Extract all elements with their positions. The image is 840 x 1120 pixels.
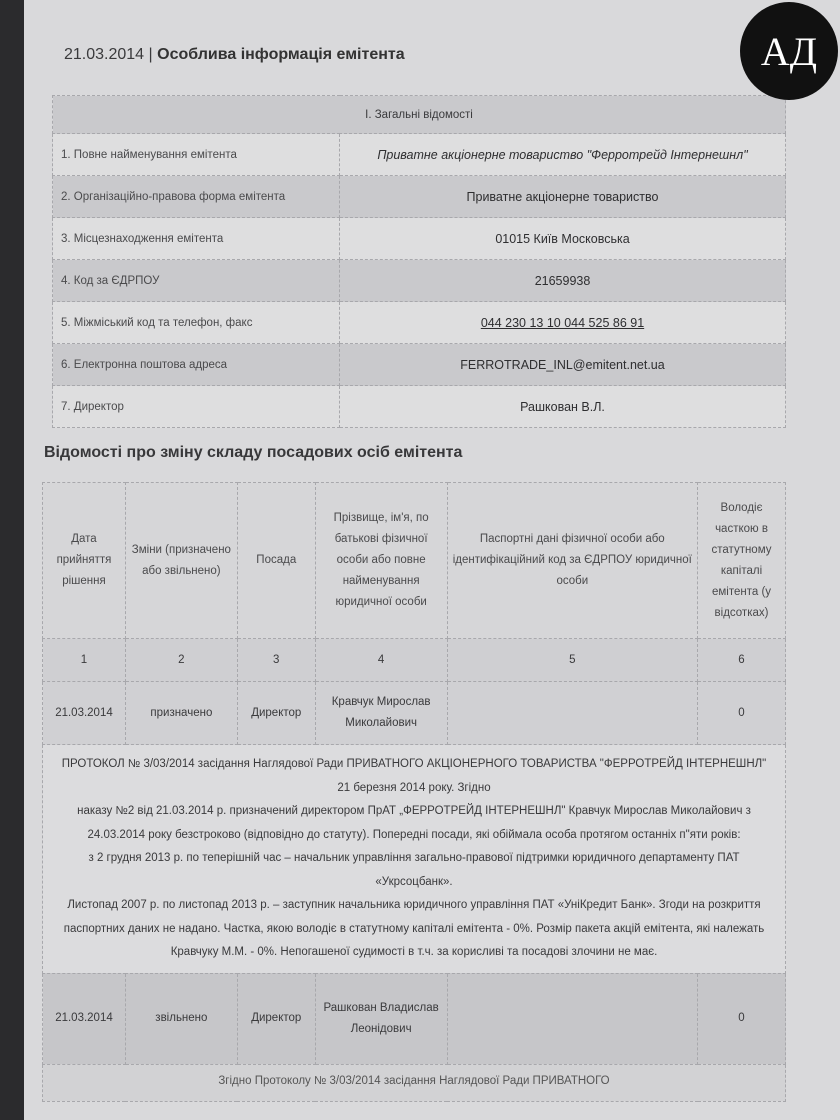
officer-note <box>43 1064 786 1101</box>
officer-name: Рашкован Владислав Леонідович <box>315 973 447 1064</box>
officer-change: звільнено <box>125 973 237 1064</box>
column-number: 5 <box>447 639 697 682</box>
column-number: 3 <box>237 639 315 682</box>
column-header: Паспортні дані фізичної особи або ідентифікаційний код за ЄДРПОУ юридичної особи <box>447 483 697 639</box>
officer-change: призначено <box>125 682 237 745</box>
officer-note <box>43 745 786 974</box>
officer-passport <box>447 682 697 745</box>
general-info-heading: I. Загальні відомості <box>53 96 786 134</box>
info-label: 6. Електронна поштова адреса <box>53 344 340 386</box>
info-row <box>53 302 786 344</box>
info-label: 2. Організаційно-правова форма емітента <box>53 176 340 218</box>
officer-note-row <box>43 745 786 974</box>
title-text: Особлива інформація емітента <box>157 46 405 63</box>
officer-date: 21.03.2014 <box>43 973 126 1064</box>
info-row <box>53 344 786 386</box>
info-value: 044 230 13 10 044 525 86 91 <box>340 302 786 344</box>
note-paragraph: наказу №2 від 21.03.2014 р. призначений директором ПрАТ „ФЕРРОТРЕЙД ІНТЕРНЕШНЛ" Кравчук Мирослав Миколайович з 24.03.2014 року безстроково (відповідно до статуту). Попередні посади, які обіймала особа протягом останніх п"яти років: <box>77 805 751 841</box>
officer-changes-table <box>42 482 786 1102</box>
column-number: 4 <box>315 639 447 682</box>
note-paragraph: Листопад 2007 р. по листопад 2013 р. – заступник начальника юридичного управління ПАТ «УніКредит Банк». Згоди на розкриття паспортних даних не надано. Частка, якою володіє в статутному капіталі емітента - 0%. Розмір пакета акцій емітента, які належать Кравчуку М.М. - 0%. Непогашеної судимості в т.ч. за корисливі та посадові злочини не має. <box>63 899 765 958</box>
column-number: 1 <box>43 639 126 682</box>
info-row <box>53 134 786 176</box>
column-header: Володіє часткою в статутному капіталі емітента (у відсотках) <box>698 483 786 639</box>
channel-logo: АД <box>740 2 838 100</box>
info-value: Приватне акціонерне товариство "Ферротрейд Інтернешнл" <box>340 134 786 176</box>
officer-position: Директор <box>237 682 315 745</box>
note-paragraph: ПРОТОКОЛ № 3/03/2014 засідання Наглядової Ради ПРИВАТНОГО АКЦІОНЕРНОГО ТОВАРИСТВА "ФЕРРОТРЕЙД ІНТЕРНЕШНЛ" 21 березня 2014 року. Згідно <box>61 758 767 794</box>
note-paragraph: з 2 грудня 2013 р. по теперішній час – начальник управління загально-правової підтримки юридичного департаменту ПАТ «Укрсоцбанк». <box>88 852 740 888</box>
general-info-table <box>52 95 786 428</box>
officer-position: Директор <box>237 973 315 1064</box>
column-number: 2 <box>125 639 237 682</box>
info-row <box>53 218 786 260</box>
officer-share: 0 <box>698 682 786 745</box>
officer-passport <box>447 973 697 1064</box>
officer-name: Кравчук Мирослав Миколайович <box>315 682 447 745</box>
column-number: 6 <box>698 639 786 682</box>
officer-note-row <box>43 1064 786 1101</box>
info-row <box>53 260 786 302</box>
info-value: FERROTRADE_INL@emitent.net.ua <box>340 344 786 386</box>
info-label: 3. Місцезнаходження емітента <box>53 218 340 260</box>
column-header: Посада <box>237 483 315 639</box>
info-row <box>53 386 786 428</box>
separator: | <box>144 46 158 63</box>
info-value: Приватне акціонерне товариство <box>340 176 786 218</box>
officer-share: 0 <box>698 973 786 1064</box>
info-label: 7. Директор <box>53 386 340 428</box>
info-value: 01015 Київ Московська <box>340 218 786 260</box>
info-label: 1. Повне найменування емітента <box>53 134 340 176</box>
info-row <box>53 176 786 218</box>
column-header: Зміни (призначено або звільнено) <box>125 483 237 639</box>
info-value: 21659938 <box>340 260 786 302</box>
officer-row <box>43 682 786 745</box>
info-label: 5. Міжміський код та телефон, факс <box>53 302 340 344</box>
section-heading: Відомості про зміну складу посадових осіб емітента <box>44 444 463 461</box>
officer-date: 21.03.2014 <box>43 682 126 745</box>
info-value: Рашкован В.Л. <box>340 386 786 428</box>
column-header: Дата прийняття рішення <box>43 483 126 639</box>
officer-row <box>43 973 786 1064</box>
note-paragraph: Згідно Протоколу № 3/03/2014 засідання Наглядової Ради ПРИВАТНОГО <box>218 1074 610 1087</box>
document-page <box>24 0 840 1120</box>
page-title <box>64 46 405 64</box>
report-date: 21.03.2014 <box>64 46 145 63</box>
info-label: 4. Код за ЄДРПОУ <box>53 260 340 302</box>
column-header: Прізвище, ім'я, по батькові фізичної особи або повне найменування юридичної особи <box>315 483 447 639</box>
